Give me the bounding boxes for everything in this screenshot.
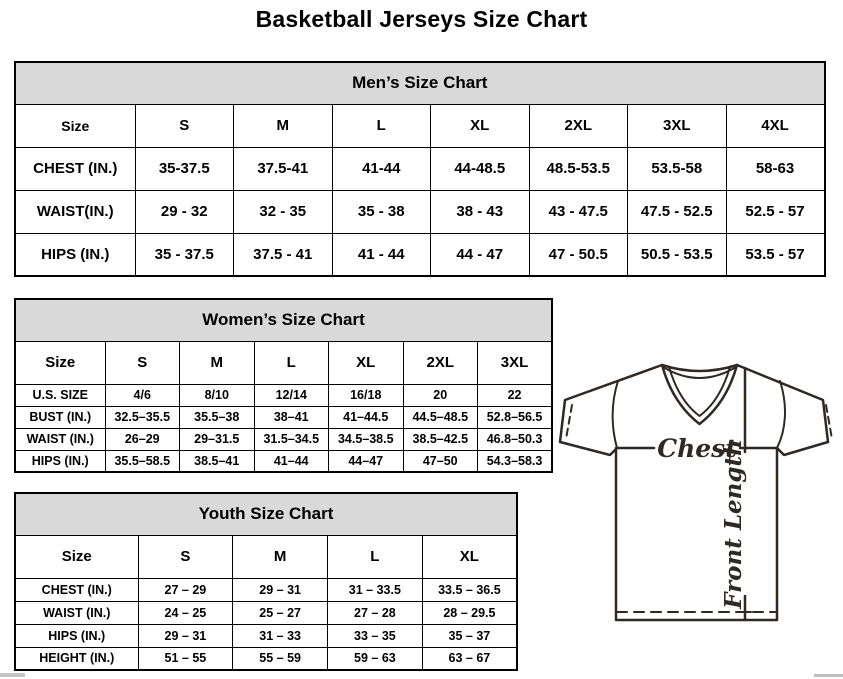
column-header-m: M bbox=[233, 535, 328, 578]
table-row bbox=[15, 450, 552, 472]
value-cell: 35.5–58.5 bbox=[105, 450, 180, 472]
column-header-m: M bbox=[180, 341, 255, 384]
value-cell: 28 – 29.5 bbox=[422, 601, 517, 624]
value-cell: 35 – 37 bbox=[422, 624, 517, 647]
size-corner-label: Size bbox=[15, 535, 138, 578]
women-size-header-row bbox=[15, 341, 552, 384]
value-cell: 38 - 43 bbox=[431, 190, 530, 233]
row-label: CHEST (IN.) bbox=[15, 578, 138, 601]
value-cell: 26–29 bbox=[105, 428, 180, 450]
value-cell: 37.5 - 41 bbox=[234, 233, 333, 276]
value-cell: 44.5–48.5 bbox=[403, 406, 478, 428]
table-row bbox=[15, 190, 825, 233]
value-cell: 34.5–38.5 bbox=[329, 428, 404, 450]
youth-size-chart-table bbox=[14, 492, 518, 671]
value-cell: 24 – 25 bbox=[138, 601, 233, 624]
column-header-3xl: 3XL bbox=[628, 104, 727, 147]
youth-size-header-row bbox=[15, 535, 517, 578]
mens-table-title-row bbox=[15, 62, 825, 104]
value-cell: 32.5–35.5 bbox=[105, 406, 180, 428]
jersey-measurement-diagram bbox=[557, 358, 841, 672]
value-cell: 43 - 47.5 bbox=[529, 190, 628, 233]
row-label: BUST (IN.) bbox=[15, 406, 105, 428]
value-cell: 20 bbox=[403, 384, 478, 406]
value-cell: 29 – 31 bbox=[138, 624, 233, 647]
value-cell: 35 - 37.5 bbox=[135, 233, 234, 276]
value-cell: 38.5–42.5 bbox=[403, 428, 478, 450]
value-cell: 41–44 bbox=[254, 450, 329, 472]
value-cell: 44-48.5 bbox=[431, 147, 530, 190]
jersey-outline-shape bbox=[560, 365, 828, 620]
value-cell: 22 bbox=[478, 384, 553, 406]
youth-table-title: Youth Size Chart bbox=[15, 493, 517, 535]
size-corner-label: Size bbox=[15, 341, 105, 384]
value-cell: 54.3–58.3 bbox=[478, 450, 553, 472]
row-label: HIPS (IN.) bbox=[15, 624, 138, 647]
column-header-l: L bbox=[328, 535, 423, 578]
value-cell: 4/6 bbox=[105, 384, 180, 406]
column-header-xl: XL bbox=[431, 104, 530, 147]
row-label: U.S. SIZE bbox=[15, 384, 105, 406]
row-label: CHEST (IN.) bbox=[15, 147, 135, 190]
column-header-2xl: 2XL bbox=[529, 104, 628, 147]
table-row bbox=[15, 578, 517, 601]
column-header-2xl: 2XL bbox=[403, 341, 478, 384]
womens-table-title-row bbox=[15, 299, 552, 341]
value-cell: 52.8–56.5 bbox=[478, 406, 553, 428]
value-cell: 37.5-41 bbox=[234, 147, 333, 190]
row-label: HIPS (IN.) bbox=[15, 450, 105, 472]
table-row bbox=[15, 624, 517, 647]
value-cell: 25 – 27 bbox=[233, 601, 328, 624]
column-header-4xl: 4XL bbox=[726, 104, 825, 147]
value-cell: 33.5 – 36.5 bbox=[422, 578, 517, 601]
column-header-l: L bbox=[332, 104, 431, 147]
value-cell: 55 – 59 bbox=[233, 647, 328, 670]
mens-table-title: Men’s Size Chart bbox=[15, 62, 825, 104]
size-corner-label: Size bbox=[15, 104, 135, 147]
value-cell: 41-44 bbox=[332, 147, 431, 190]
value-cell: 51 – 55 bbox=[138, 647, 233, 670]
value-cell: 29 – 31 bbox=[233, 578, 328, 601]
column-header-xl: XL bbox=[329, 341, 404, 384]
row-label: HEIGHT (IN.) bbox=[15, 647, 138, 670]
column-header-s: S bbox=[105, 341, 180, 384]
value-cell: 53.5 - 57 bbox=[726, 233, 825, 276]
value-cell: 32 - 35 bbox=[234, 190, 333, 233]
value-cell: 59 – 63 bbox=[328, 647, 423, 670]
men-size-header-row bbox=[15, 104, 825, 147]
table-row bbox=[15, 147, 825, 190]
page-title: Basketball Jerseys Size Chart bbox=[255, 6, 588, 32]
value-cell: 44–47 bbox=[329, 450, 404, 472]
value-cell: 29–31.5 bbox=[180, 428, 255, 450]
value-cell: 27 – 28 bbox=[328, 601, 423, 624]
value-cell: 41–44.5 bbox=[329, 406, 404, 428]
womens-size-chart-table bbox=[14, 298, 553, 473]
column-header-m: M bbox=[234, 104, 333, 147]
value-cell: 33 – 35 bbox=[328, 624, 423, 647]
column-header-s: S bbox=[138, 535, 233, 578]
front-length-label: Front Length bbox=[720, 439, 747, 609]
value-cell: 53.5-58 bbox=[628, 147, 727, 190]
value-cell: 46.8–50.3 bbox=[478, 428, 553, 450]
value-cell: 63 – 67 bbox=[422, 647, 517, 670]
womens-table-title: Women’s Size Chart bbox=[15, 299, 552, 341]
table-row bbox=[15, 384, 552, 406]
column-header-3xl: 3XL bbox=[478, 341, 553, 384]
value-cell: 47 - 50.5 bbox=[529, 233, 628, 276]
mens-size-chart-table bbox=[14, 61, 826, 277]
horizontal-scrollbar-fragment-right[interactable] bbox=[814, 674, 843, 677]
value-cell: 35.5–38 bbox=[180, 406, 255, 428]
table-row bbox=[15, 601, 517, 624]
table-row bbox=[15, 233, 825, 276]
youth-table-title-row bbox=[15, 493, 517, 535]
row-label: HIPS (IN.) bbox=[15, 233, 135, 276]
column-header-s: S bbox=[135, 104, 234, 147]
value-cell: 58-63 bbox=[726, 147, 825, 190]
value-cell: 27 – 29 bbox=[138, 578, 233, 601]
chest-measure-label: Chest bbox=[657, 434, 737, 463]
value-cell: 35 - 38 bbox=[332, 190, 431, 233]
row-label: WAIST (IN.) bbox=[15, 601, 138, 624]
table-row bbox=[15, 406, 552, 428]
horizontal-scrollbar-fragment-left[interactable] bbox=[0, 673, 25, 677]
value-cell: 12/14 bbox=[254, 384, 329, 406]
value-cell: 50.5 - 53.5 bbox=[628, 233, 727, 276]
value-cell: 38.5–41 bbox=[180, 450, 255, 472]
value-cell: 44 - 47 bbox=[431, 233, 530, 276]
value-cell: 35-37.5 bbox=[135, 147, 234, 190]
table-row bbox=[15, 647, 517, 670]
value-cell: 31 – 33.5 bbox=[328, 578, 423, 601]
column-header-l: L bbox=[254, 341, 329, 384]
value-cell: 47.5 - 52.5 bbox=[628, 190, 727, 233]
column-header-xl: XL bbox=[422, 535, 517, 578]
value-cell: 31.5–34.5 bbox=[254, 428, 329, 450]
row-label: WAIST (IN.) bbox=[15, 428, 105, 450]
value-cell: 31 – 33 bbox=[233, 624, 328, 647]
value-cell: 38–41 bbox=[254, 406, 329, 428]
value-cell: 8/10 bbox=[180, 384, 255, 406]
value-cell: 52.5 - 57 bbox=[726, 190, 825, 233]
value-cell: 16/18 bbox=[329, 384, 404, 406]
table-row bbox=[15, 428, 552, 450]
value-cell: 41 - 44 bbox=[332, 233, 431, 276]
value-cell: 47–50 bbox=[403, 450, 478, 472]
value-cell: 29 - 32 bbox=[135, 190, 234, 233]
row-label: WAIST(IN.) bbox=[15, 190, 135, 233]
value-cell: 48.5-53.5 bbox=[529, 147, 628, 190]
